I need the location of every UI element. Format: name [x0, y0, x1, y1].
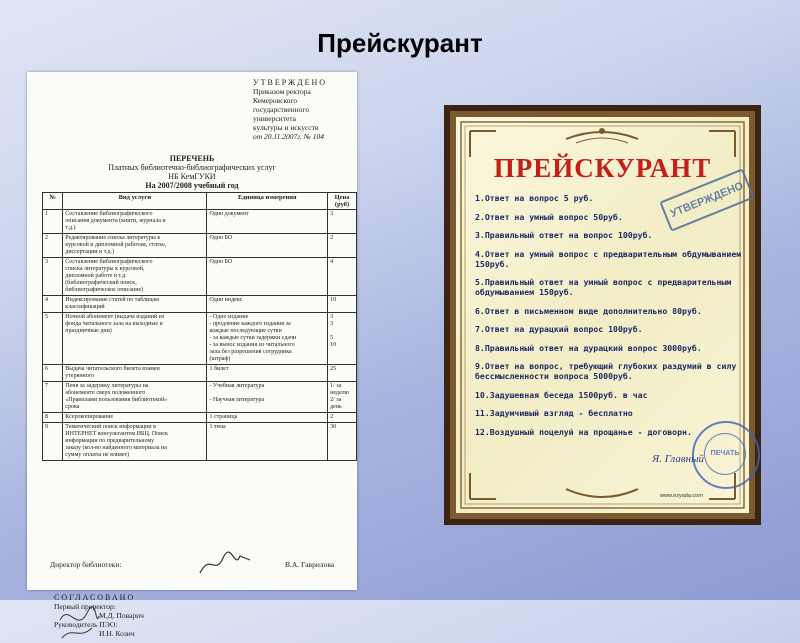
cell-service-line: т.д.): [65, 225, 76, 231]
cell-unit: [207, 365, 328, 382]
cell-price-line: 2: [330, 235, 334, 241]
table-row: [43, 258, 357, 296]
cell-service-line: ИНТЕРНЕТ консультантом ИБЦ. Поиск: [65, 431, 168, 437]
approval-line: университета: [253, 114, 297, 123]
cell-service: [63, 423, 207, 461]
cell-price-line: 4: [330, 259, 334, 265]
diploma-frame: [450, 111, 755, 519]
cell-unit-line: Одно БО: [209, 235, 233, 241]
cell-unit-line: 1 тема: [209, 424, 226, 430]
cell-unit-line: 1 страница: [209, 414, 238, 420]
diploma-title: ПРЕЙСКУРАНТ: [493, 153, 712, 183]
list-item: 8.Правильный ответ на дурацкий вопрос 3000руб.: [475, 342, 702, 353]
approval-head: УТВЕРЖДЕНО: [253, 78, 328, 87]
cell-service-line: Редактирование списка литературы к: [65, 235, 161, 241]
cell-unit: [207, 382, 328, 413]
cell-service: [63, 296, 207, 313]
cell-service-line: классификаций: [65, 304, 105, 310]
cell-service-line: дипломной работе и т.д.: [65, 273, 127, 279]
cell-price-line: 30: [330, 424, 337, 430]
col-header-num: №: [43, 193, 63, 210]
list-item: 12.Воздушный поцелуй на прощанье - договорн.: [475, 426, 692, 437]
director-signature-icon: [195, 548, 255, 578]
cell-num: 9: [43, 423, 63, 461]
cell-price-line: 10: [330, 342, 337, 348]
cell-price: [328, 423, 357, 461]
slide-title: Прейскурант: [317, 28, 483, 58]
cell-unit-line: 1 билет: [209, 366, 229, 372]
cell-service-line: Пеня за задержку литературы на: [65, 383, 149, 389]
cell-num: 6: [43, 365, 63, 382]
col-header-unit: Единица измерения: [207, 193, 328, 210]
cell-unit-line: - за каждые сутки задержки сдачи: [209, 335, 297, 341]
cell-num: 4: [43, 296, 63, 313]
cell-unit: [207, 234, 328, 258]
cell-service-line: описания документа (книги, журнала и: [65, 218, 166, 224]
cell-price-line: 25: [330, 366, 337, 372]
list-item: 3.Правильный ответ на вопрос 100руб.: [475, 230, 653, 240]
cell-service-line: Ксерокопирование: [65, 414, 114, 420]
cell-unit: [207, 313, 328, 365]
cell-price-line: 3: [330, 211, 334, 217]
cell-price: [328, 382, 357, 413]
cell-service-line: «Правилами пользования библиотекой»: [65, 397, 168, 403]
agreed-line: Руководитель ПЭО:: [54, 620, 118, 629]
cell-unit: [207, 423, 328, 461]
cell-price-line: [330, 328, 354, 335]
cell-price: [328, 258, 357, 296]
cell-unit-line: - Научная литература: [209, 397, 264, 403]
cell-service: [63, 313, 207, 365]
cell-service: [63, 382, 207, 413]
approval-line: Приказом ректора: [253, 87, 311, 96]
cell-service-line: срока: [65, 404, 80, 410]
cell-unit-line: - Одно издание: [209, 314, 249, 320]
table-row: [43, 296, 357, 313]
round-seal-text: ПЕЧАТЬ: [704, 433, 746, 475]
table-header-row: [43, 193, 357, 210]
table-row: [43, 234, 357, 258]
list-item: 2.Ответ на умный вопрос 50руб.: [475, 211, 623, 222]
cell-price: [328, 413, 357, 423]
cell-price: [328, 234, 357, 258]
cell-unit: [207, 210, 328, 234]
cell-service-line: курсовой и дипломной работам, статье,: [65, 242, 167, 248]
humor-price-list-card: [444, 105, 761, 525]
cell-service-line: праздничные дни): [65, 328, 112, 334]
col-header-service: Вид услуги: [63, 193, 207, 210]
cell-price: [328, 365, 357, 382]
table-row: [43, 365, 357, 382]
cell-num: 7: [43, 382, 63, 413]
document-title: [27, 154, 357, 190]
director-name: В.А. Гаврилова: [285, 560, 335, 569]
approval-order-line: от 20.11.2007г. № 104: [253, 132, 325, 141]
cell-service-line: утерянного: [65, 373, 95, 379]
cell-price-line: 2/ за день: [330, 397, 342, 410]
list-item: 10.Задушевная беседа 1500руб. в час: [475, 389, 648, 400]
cell-price-line: 5: [330, 335, 334, 341]
diploma-price-list: [475, 193, 743, 445]
cell-unit-line: - за вынос издания из читального: [209, 342, 295, 348]
cell-service-line: Тематический поиск информации в: [65, 424, 156, 430]
cell-price-line: 10: [330, 297, 337, 303]
document-title-line: На 2007/2008 учебный год: [145, 181, 239, 190]
table-row: [43, 413, 357, 423]
cell-service-line: списка литературы к курсовой,: [65, 266, 145, 272]
cell-price-line: 2: [330, 414, 334, 420]
cell-service-line: информации по предварительному: [65, 438, 155, 444]
cell-service: [63, 258, 207, 296]
cell-service-line: Выдача читательского билета взамен: [65, 366, 160, 372]
cell-service-line: Составление библиографического: [65, 259, 153, 265]
table-row: [43, 210, 357, 234]
cell-service-line: абонементе сверх положенного: [65, 390, 146, 396]
approval-line: государственного: [253, 105, 310, 114]
agreed-line: М.Д. Поварич: [99, 611, 144, 620]
cell-num: 2: [43, 234, 63, 258]
table-row: [43, 313, 357, 365]
cell-unit: [207, 413, 328, 423]
services-table: [42, 192, 357, 461]
cell-service-line: фонда читального зала на выходные и: [65, 321, 163, 327]
col-header-price: Цена (руб): [328, 193, 357, 210]
agreed-line: Первый проректор:: [54, 602, 116, 611]
cell-service-line: сумму оплаты не влияет): [65, 452, 130, 458]
agreed-head: СОГЛАСОВАНО: [54, 593, 136, 602]
cell-price-line: 3: [330, 314, 334, 320]
approval-line: культуры и искусств: [253, 123, 319, 132]
price-list-document: [27, 72, 357, 638]
list-item: 11.Задумчивый взгляд - бесплатно: [475, 408, 633, 418]
document-title-line: Платных библиотечно-библиографических услуг: [108, 163, 276, 172]
cell-service: [63, 365, 207, 382]
cell-unit-line: каждые последующие сутки: [209, 328, 282, 334]
list-item: 5.Правильный ответ на умный вопрос с предварительным обдумыванием 150руб.: [475, 277, 732, 297]
cell-price: [328, 296, 357, 313]
cell-unit-line: зала без разрешения сотрудника: [209, 349, 292, 355]
agreed-line: И.Н. Козич: [99, 629, 135, 638]
document-title-line: НБ КемГУКИ: [168, 172, 216, 181]
table-row: [43, 423, 357, 461]
cell-service-line: Ночной абонемент (выдача изданий из: [65, 314, 165, 320]
cell-price-line: неделю: [330, 390, 350, 396]
cell-service: [63, 234, 207, 258]
cell-service-line: диссертации и т.д.): [65, 249, 114, 255]
cell-service-line: Индексирование статей по таблицам: [65, 297, 159, 303]
cell-service-line: заказу (кол-во найденного материала на: [65, 445, 167, 451]
director-label: Директор библиотеки:: [50, 560, 122, 569]
diploma-paper: [456, 117, 749, 513]
document-title-line: ПЕРЕЧЕНЬ: [169, 154, 215, 163]
approved-stamp: УТВЕРЖДЕНО: [659, 168, 754, 231]
cell-service: [63, 210, 207, 234]
list-item: 9.Ответ на вопрос, требующий глубоких раздумий в силу бессмысленности вопроса 5000руб.: [475, 361, 737, 381]
cell-unit: [207, 258, 328, 296]
cell-service: [63, 413, 207, 423]
cell-unit-line: - продление каждого издания за: [209, 321, 291, 327]
cell-unit-line: (штраф): [209, 356, 231, 362]
cell-service-line: библиографическое описание): [65, 287, 144, 293]
list-item: 6.Ответ в письменном виде дополнительно 80руб.: [475, 305, 702, 316]
list-item: 1.Ответ на вопрос 5 руб.: [475, 193, 594, 203]
cell-unit-line: Один документ: [209, 211, 249, 217]
cell-price: [328, 210, 357, 234]
cell-price: [328, 313, 357, 365]
cell-price-line: 1/ за: [330, 383, 342, 389]
cell-unit: [207, 296, 328, 313]
cell-service-line: (библиографический поиск,: [65, 280, 137, 286]
list-item: 4.Ответ на умный вопрос с предварительным обдумыванием 150руб.: [475, 248, 742, 269]
cell-unit-line: Один индекс: [209, 297, 243, 303]
cell-num: 1: [43, 210, 63, 234]
table-row: [43, 382, 357, 413]
agreed-signature-icon: [57, 598, 102, 643]
approval-block: [253, 78, 353, 141]
cell-num: 8: [43, 413, 63, 423]
cell-num: 5: [43, 313, 63, 365]
cell-price-line: 3: [330, 321, 334, 327]
cell-unit-line: [209, 390, 325, 397]
diploma-site: www.ezyada.com: [660, 493, 703, 499]
cell-num: 3: [43, 258, 63, 296]
cell-unit-line: - Учебная литература: [209, 383, 265, 389]
list-item: 7.Ответ на дурацкий вопрос 100руб.: [475, 324, 643, 334]
cell-unit-line: Одно БО: [209, 259, 233, 265]
cell-service-line: Составление библиографического: [65, 211, 153, 217]
approval-line: Кемеровского: [253, 96, 298, 105]
diploma-signature: Я. Главный: [652, 453, 705, 465]
